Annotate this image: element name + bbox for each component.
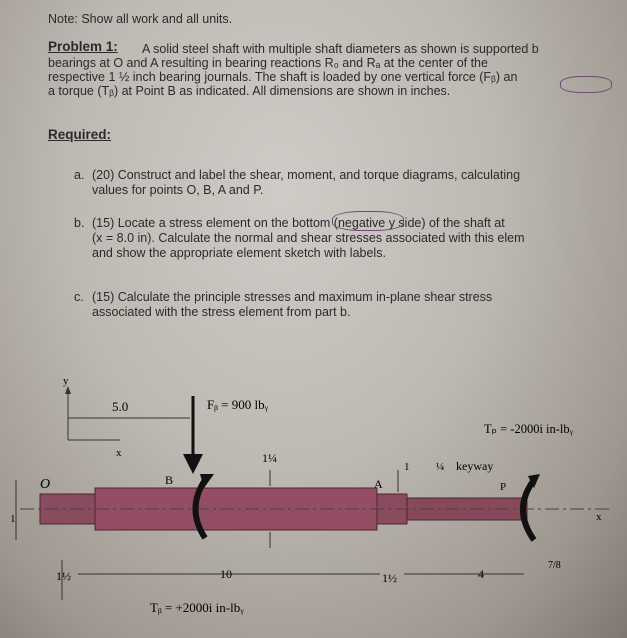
keyway-dia-label: ¼ [436,461,445,473]
dia-center-label: 1¼ [262,451,277,465]
left-marker-label: 1 [10,513,16,525]
force-label: Fᵦ = 900 lbᵧ [207,397,269,412]
dim-10-label: 10 [220,567,232,581]
problem-label: Problem 1: [48,39,118,54]
shaft-main-section [95,488,377,530]
tb-label: Tᵦ = +2000i in-lbᵧ [150,600,244,615]
problem-line-3: respective 1 ½ inch bearing journals. The shaft is loaded by one vertical force (Fᵦ) an [48,70,518,84]
x-axis-label: x [116,447,122,459]
part-c-line-2: associated with the stress element from part b. [92,305,351,319]
part-c-line-1: (15) Calculate the principle stresses and maximum in-plane shear stress [92,290,493,304]
part-a-letter: a. [74,168,85,182]
point-b-label: B [165,473,174,487]
x-axis-right-label: x [596,511,602,523]
part-b-letter: b. [74,216,85,230]
torque-p-arc [523,480,534,540]
part-b-line-2: (x = 8.0 in). Calculate the normal and shear stresses associated with this elem [92,231,525,245]
part-a-line-2: values for points O, B, A and P. [92,183,264,197]
dia-end-label: 7/8 [548,560,561,571]
force-arrowhead [183,454,203,474]
problem-line-2: bearings at O and A resulting in bearing reactions R₀ and Rₐ at the center of the [48,56,488,70]
y-axis-arrowhead [65,386,71,394]
part-b-line-1: (15) Locate a stress element on the bottom (negative y side) of the shaft at [92,216,505,230]
required-heading: Required: [48,127,112,142]
dim-5-label: 5.0 [112,399,129,414]
problem-line-4: a torque (Tᵦ) at Point B as indicated. All dimensions are shown in inches. [48,84,451,98]
point-p-label: P [500,481,507,493]
dia-left-label: 1½ [56,569,71,583]
dia-right-label: 1 [404,461,410,473]
dim-a-label: 1½ [382,571,397,585]
y-axis-label: y [63,375,69,387]
problem-line-1: A solid steel shaft with multiple shaft diameters as shown is supported b [142,42,539,56]
part-a-line-1: (20) Construct and label the shear, moment, and torque diagrams, calculating [92,168,521,182]
point-o-label: O [40,477,51,492]
point-a-label: A [374,477,383,491]
part-c-letter: c. [74,290,84,304]
note-text: Note: Show all work and all units. [48,12,233,26]
keyway-label: keyway [456,459,494,473]
tp-label: Tₚ = -2000i in-lbᵧ [484,422,573,436]
part-b-line-3: and show the appropriate element sketch with labels. [92,246,386,260]
dim-4-label: 4 [478,567,484,581]
